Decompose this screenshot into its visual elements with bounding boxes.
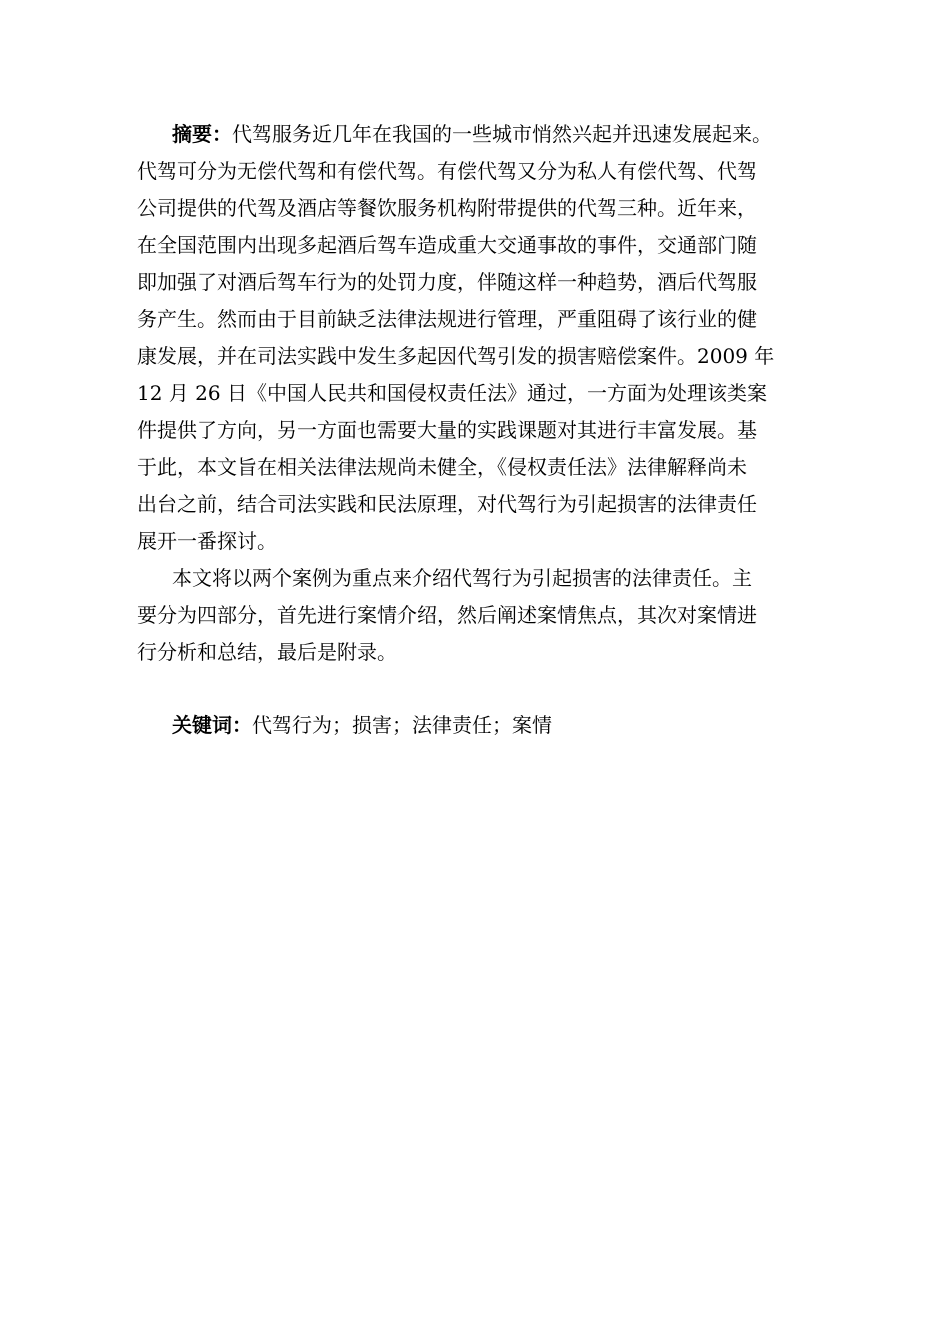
keywords-label: 关键词： <box>172 713 252 737</box>
abstract-line-3: 公司提供的代驾及酒店等餐饮服务机构附带提供的代驾三种。近年来， <box>137 196 757 220</box>
paragraph2-line-2: 要分为四部分，首先进行案情介绍，然后阐述案情焦点，其次对案情进 <box>137 603 757 627</box>
abstract-line-9: 件提供了方向，另一方面也需要大量的实践课题对其进行丰富发展。基 <box>137 418 757 442</box>
abstract-line-11: 出台之前，结合司法实践和民法原理，对代驾行为引起损害的法律责任 <box>137 492 757 516</box>
abstract-line-12: 展开一番探讨。 <box>137 529 277 553</box>
keywords-text: 代驾行为；损害；法律责任；案情 <box>252 713 552 737</box>
abstract-line-5: 即加强了对酒后驾车行为的处罚力度，伴随这样一种趋势，酒后代驾服 <box>137 270 757 294</box>
paragraph2-line-3: 行分析和总结，最后是附录。 <box>137 640 397 664</box>
abstract-line-2: 代驾可分为无偿代驾和有偿代驾。有偿代驾又分为私人有偿代驾、代驾 <box>137 159 757 183</box>
abstract-text-line: 代驾服务近几年在我国的一些城市悄然兴起并迅速发展起来。 <box>232 122 772 146</box>
keywords-line <box>172 713 552 737</box>
abstract-line-8: 12 月 26 日《中国人民共和国侵权责任法》通过，一方面为处理该类案 <box>137 381 767 405</box>
abstract-line-6: 务产生。然而由于目前缺乏法律法规进行管理，严重阻碍了该行业的健 <box>137 307 757 331</box>
abstract-line-4: 在全国范围内出现多起酒后驾车造成重大交通事故的事件，交通部门随 <box>137 233 757 257</box>
abstract-label: 摘要： <box>172 122 232 146</box>
abstract-line-7: 康发展，并在司法实践中发生多起因代驾引发的损害赔偿案件。2009 年 <box>137 344 775 368</box>
abstract-line-1 <box>172 122 772 146</box>
paragraph2-line-1: 本文将以两个案例为重点来介绍代驾行为引起损害的法律责任。主 <box>172 566 752 590</box>
abstract-line-10: 于此，本文旨在相关法律法规尚未健全，《侵权责任法》法律解释尚未 <box>137 455 747 479</box>
